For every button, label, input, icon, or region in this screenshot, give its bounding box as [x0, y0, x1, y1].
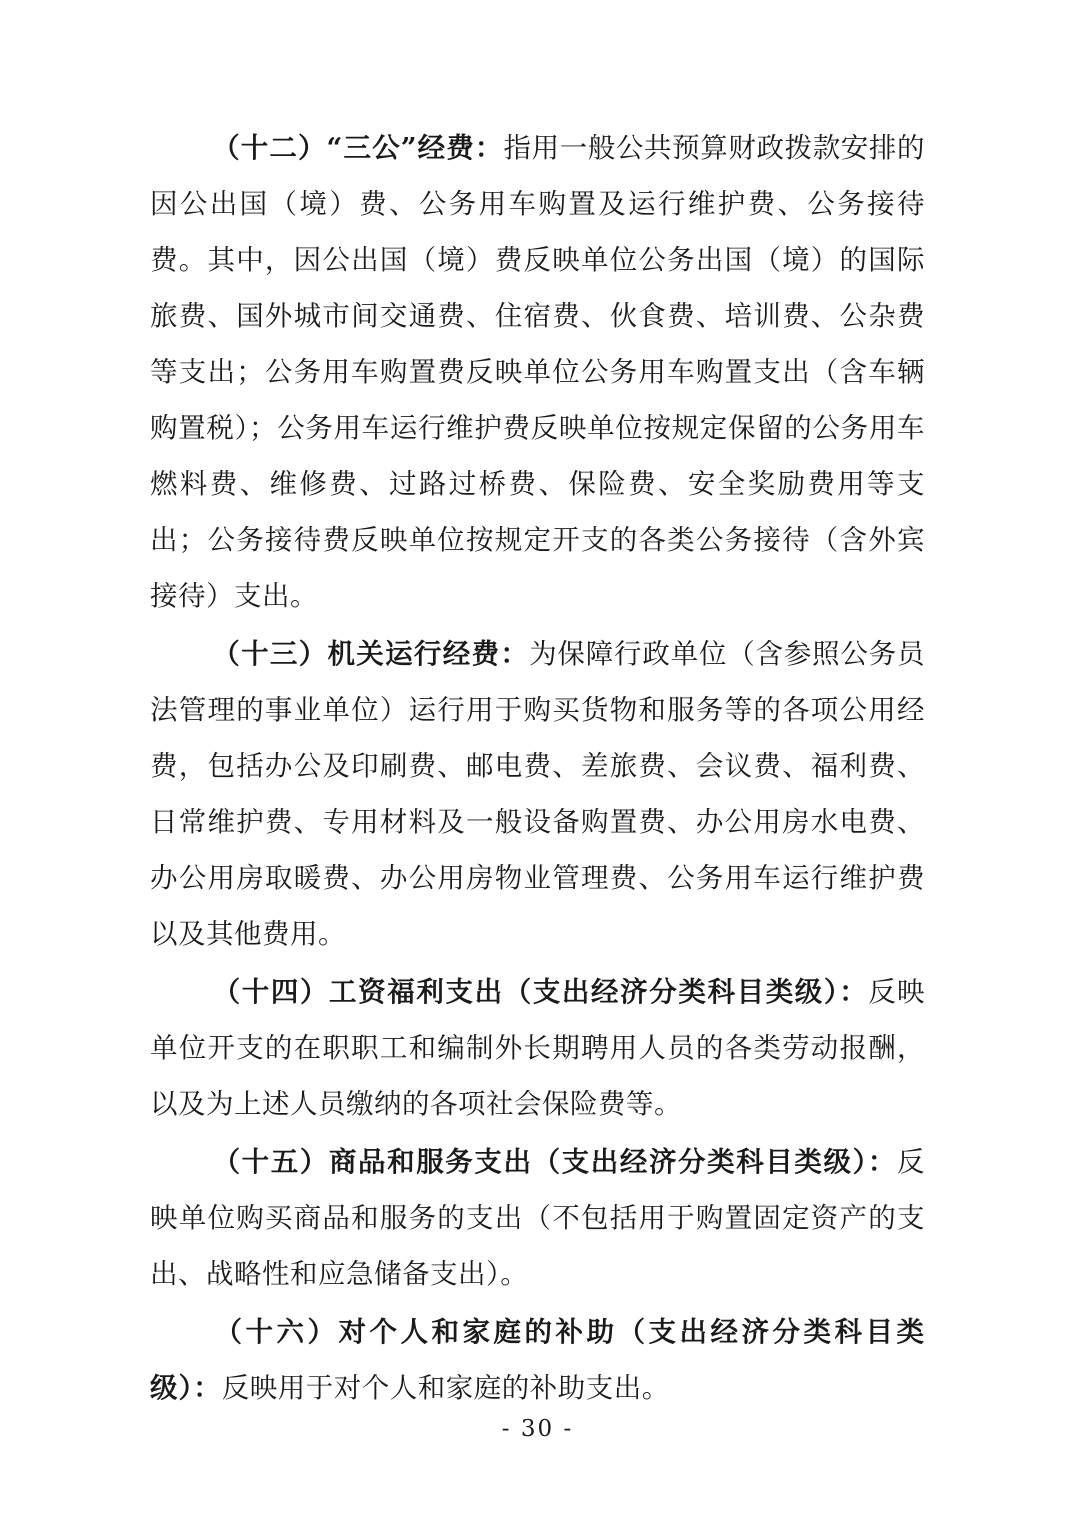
paragraph-16-lead: （十六）对个人和家庭的补助（支出经济分类科目类级）	[150, 1316, 925, 1404]
paragraph-12	[150, 120, 925, 624]
paragraph-13-lead: （十三）机关运行经费	[212, 638, 501, 670]
paragraph-14	[150, 964, 925, 1132]
paragraph-15	[150, 1134, 925, 1302]
paragraph-13	[150, 626, 925, 962]
document-body	[150, 120, 925, 1416]
paragraph-16-separator: ：	[193, 1372, 222, 1404]
paragraph-13-separator: ：	[500, 638, 530, 670]
paragraph-14-lead: （十四）工资福利支出（支出经济分类科目类级）	[212, 976, 840, 1008]
paragraph-16-text: 反映用于对个人和家庭的补助支出。	[221, 1372, 670, 1404]
page-number: - 30 -	[501, 1416, 574, 1442]
paragraph-15-lead: （十五）商品和服务支出（支出经济分类科目类级）	[212, 1146, 868, 1178]
paragraph-16	[150, 1304, 925, 1416]
paragraph-13-text: 为保障行政单位（含参照公务员法管理的事业单位）运行用于购买货物和服务等的各项公用经费，包括办公及印刷费、邮电费、差旅费、会议费、福利费、日常维护费、专用材料及一般设备购置费、办公用房水电费、办公用房取暖费、办公用房物业管理费、公务用车运行维护费以及其他费用。	[150, 638, 926, 950]
paragraph-15-text: 反映单位购买商品和服务的支出（不包括用于购置固定资产的支出、战略性和应急储备支出）。	[150, 1146, 926, 1290]
paragraph-14-text: 反映单位开支的在职职工和编制外长期聘用人员的各类劳动报酬，以及为上述人员缴纳的各项社会保险费等。	[150, 976, 926, 1120]
paragraph-12-text: 指用一般公共预算财政拨款安排的因公出国（境）费、公务用车购置及运行维护费、公务接待费。其中，因公出国（境）费反映单位公务出国（境）的国际旅费、国外城市间交通费、住宿费、伙食费、培训费、公杂费等支出；公务用车购置费反映单位公务用车购置支出（含车辆购置税）；公务用车运行维护费反映单位按规定保留的公务用车燃料费、维修费、过路过桥费、保险费、安全奖励费用等支出；公务接待费反映单位按规定开支的各类公务接待（含外宾接待）支出。	[150, 132, 926, 612]
paragraph-12-separator: ：	[474, 132, 504, 164]
paragraph-12-lead: （十二）“三公”经费	[212, 132, 475, 164]
paragraph-14-separator: ：	[839, 976, 869, 1008]
paragraph-15-separator: ：	[867, 1146, 898, 1178]
